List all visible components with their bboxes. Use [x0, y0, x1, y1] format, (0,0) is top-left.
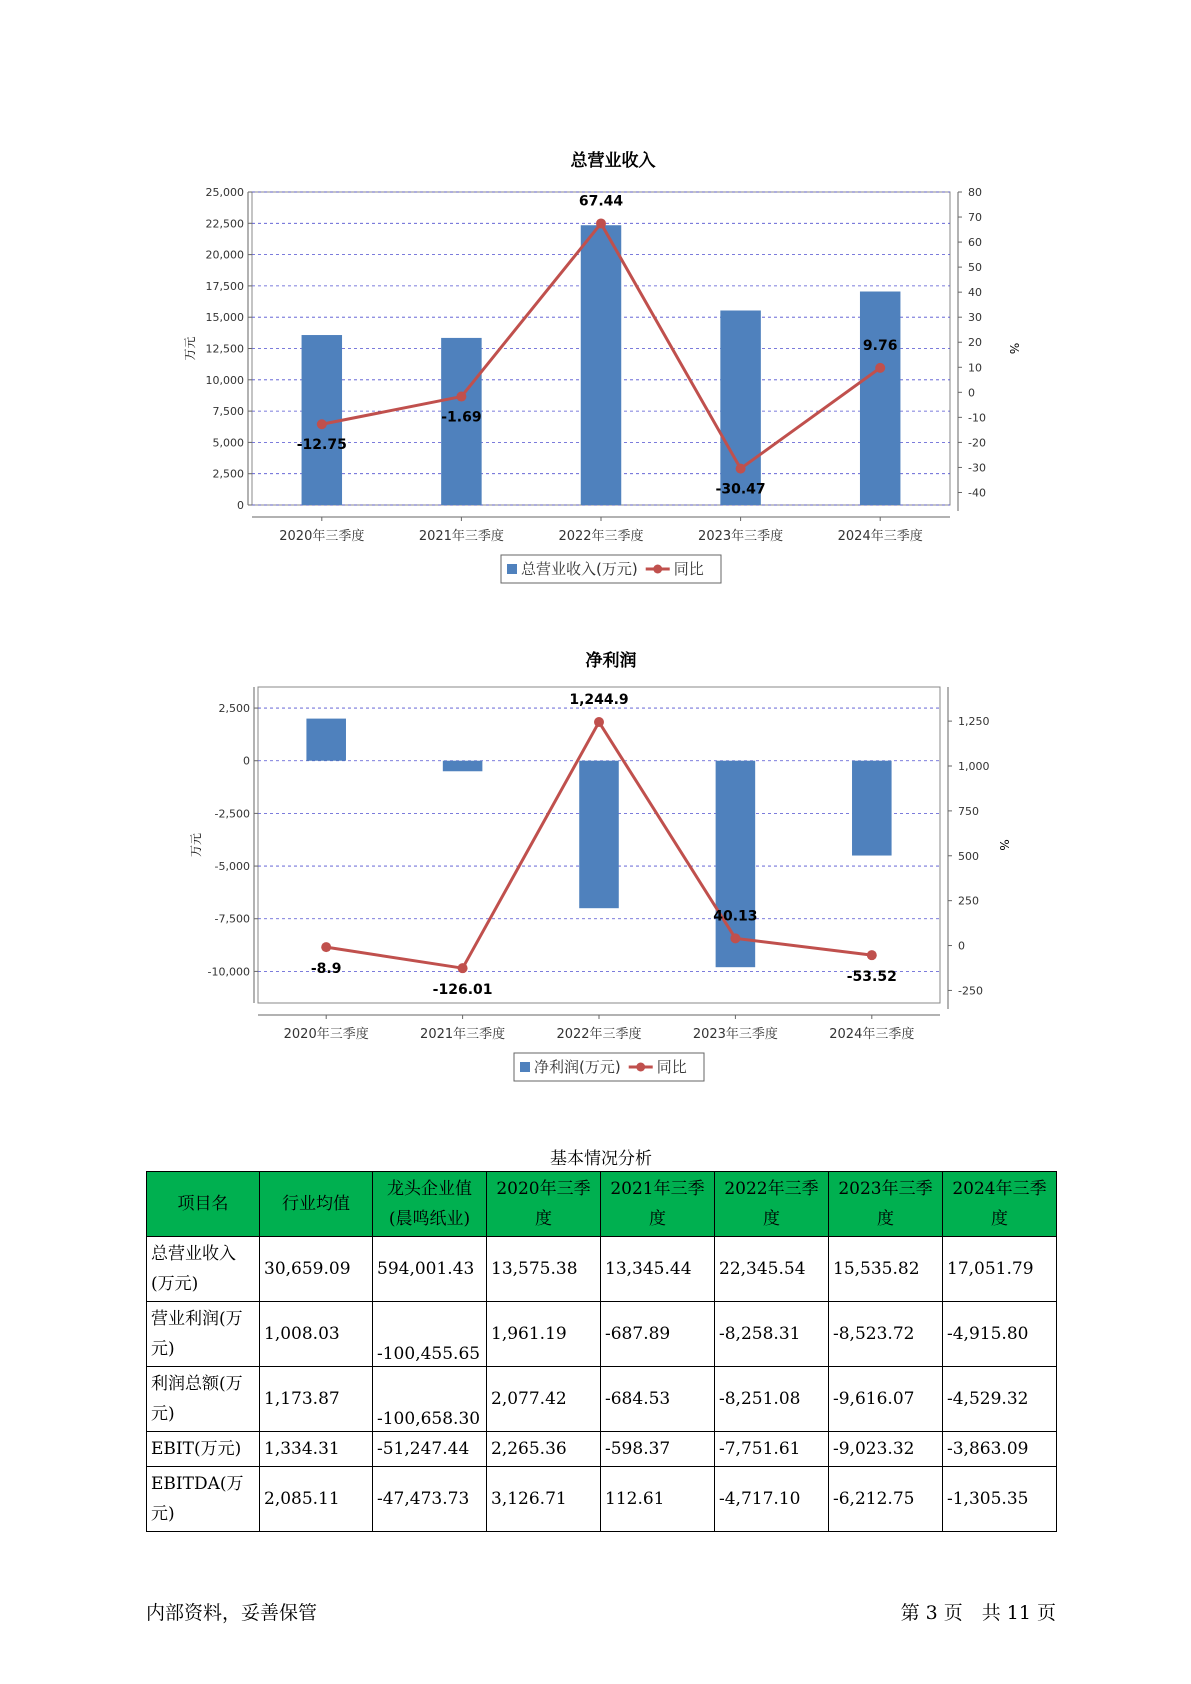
y2-axis-label: %: [997, 839, 1011, 851]
table-cell: 3,126.71: [487, 1467, 601, 1532]
table-caption: 基本情况分析: [550, 1149, 652, 1169]
legend-line-marker: [653, 565, 662, 574]
table-cell: -8,258.31: [715, 1302, 829, 1367]
legend-bar-swatch: [507, 564, 517, 574]
table-cell: -4,915.80: [943, 1302, 1057, 1367]
y2-tick-label: -20: [968, 436, 986, 450]
x-tick-label: 2024年三季度: [837, 529, 923, 544]
data-label: -53.52: [846, 969, 897, 986]
bar: [581, 225, 621, 505]
x-tick-label: 2022年三季度: [558, 529, 644, 544]
y-tick-label: -2,500: [214, 807, 250, 821]
x-tick-label: 2022年三季度: [556, 1027, 642, 1042]
chart-title: 总营业收入: [570, 151, 656, 171]
table-cell: -7,751.61: [715, 1432, 829, 1467]
table-cell: -4,529.32: [943, 1367, 1057, 1432]
table-cell: 1,173.87: [260, 1367, 373, 1432]
y-tick-label: 15,000: [205, 311, 244, 325]
header-cell: 2022年三季度: [715, 1172, 829, 1237]
x-tick-label: 2023年三季度: [698, 529, 784, 544]
data-label: 9.76: [862, 337, 898, 354]
table-cell: -1,305.35: [943, 1467, 1057, 1532]
y-tick-label: 25,000: [205, 186, 244, 199]
y2-tick-label: 20: [968, 336, 982, 350]
yoy-point: [596, 218, 606, 228]
revenue-chart: [0, 140, 1191, 600]
legend-line-marker: [636, 1063, 645, 1072]
table-cell: -684.53: [601, 1367, 715, 1432]
table-cell: -9,023.32: [829, 1432, 943, 1467]
x-tick-label: 2020年三季度: [279, 529, 365, 544]
table-header-row: [147, 1172, 1057, 1237]
chart-title: 净利润: [585, 651, 637, 671]
y-tick-label: -10,000: [207, 965, 250, 979]
y2-tick-label: 0: [968, 386, 975, 400]
table-cell: 1,961.19: [487, 1302, 601, 1367]
data-label: -8.9: [310, 961, 342, 978]
table-cell: -100,658.30: [373, 1367, 487, 1432]
x-tick-label: 2021年三季度: [420, 1027, 506, 1042]
table-cell: -8,251.08: [715, 1367, 829, 1432]
y2-tick-label: -10: [968, 411, 986, 425]
table-cell: -47,473.73: [373, 1467, 487, 1532]
y2-tick-label: 50: [968, 261, 982, 275]
y-tick-label: 2,500: [212, 467, 244, 481]
table-cell: 17,051.79: [943, 1237, 1057, 1302]
table-cell: 22,345.54: [715, 1237, 829, 1302]
bar: [579, 761, 619, 908]
row-name: 利润总额(万元): [147, 1367, 260, 1432]
y2-tick-label: -250: [958, 984, 983, 998]
table-row: [147, 1237, 1057, 1302]
data-label: 67.44: [578, 193, 624, 210]
data-label: -1.69: [441, 409, 482, 426]
data-label: -30.47: [715, 481, 766, 498]
table-cell: 13,345.44: [601, 1237, 715, 1302]
y-tick-label: 10,000: [205, 373, 244, 387]
y2-tick-label: 250: [958, 894, 979, 908]
data-label: -126.01: [432, 982, 493, 999]
table-cell: -3,863.09: [943, 1432, 1057, 1467]
yoy-point: [736, 464, 746, 474]
table-row: [147, 1467, 1057, 1532]
y-tick-label: 12,500: [205, 342, 244, 356]
footer-page-number: 第 3 页 共 11 页: [900, 1602, 1056, 1624]
table-cell: -9,616.07: [829, 1367, 943, 1432]
y2-tick-label: 30: [968, 311, 982, 325]
x-tick-label: 2024年三季度: [829, 1027, 915, 1042]
bar: [860, 292, 900, 505]
legend-bar-label: 总营业收入(万元): [521, 560, 638, 578]
data-label: 40.13: [713, 908, 758, 925]
y-axis-label: 万元: [189, 832, 203, 858]
y-tick-label: 17,500: [205, 279, 244, 293]
table-cell: 2,085.11: [260, 1467, 373, 1532]
bar: [306, 719, 346, 761]
y-axis-label: 万元: [183, 336, 197, 361]
table-cell: -8,523.72: [829, 1302, 943, 1367]
yoy-point: [875, 363, 885, 373]
row-name: 营业利润(万元): [147, 1302, 260, 1367]
yoy-point: [458, 963, 468, 973]
footer-confidential: 内部资料，妥善保管: [146, 1602, 318, 1624]
table-row: [147, 1367, 1057, 1432]
table-cell: -598.37: [601, 1432, 715, 1467]
y-tick-label: 20,000: [205, 248, 244, 262]
y-tick-label: -5,000: [214, 860, 250, 874]
y-tick-label: 0: [243, 754, 250, 768]
table-cell: 112.61: [601, 1467, 715, 1532]
basic-analysis-table: [146, 1171, 1057, 1532]
header-cell: 项目名: [147, 1172, 260, 1237]
legend-bar-label: 净利润(万元): [534, 1058, 621, 1076]
y2-tick-label: -40: [968, 486, 986, 500]
header-cell: 龙头企业值(晨鸣纸业): [373, 1172, 487, 1237]
bar: [443, 761, 483, 772]
y-tick-label: 0: [237, 499, 244, 512]
header-cell: 2020年三季度: [487, 1172, 601, 1237]
data-label: -12.75: [296, 437, 347, 454]
table-cell: -100,455.65: [373, 1302, 487, 1367]
table-cell: -687.89: [601, 1302, 715, 1367]
y2-tick-label: 40: [968, 286, 982, 300]
header-cell: 2023年三季度: [829, 1172, 943, 1237]
yoy-point: [317, 419, 327, 429]
data-label: 1,244.9: [569, 692, 629, 709]
table-cell: 2,265.36: [487, 1432, 601, 1467]
table-cell: -51,247.44: [373, 1432, 487, 1467]
yoy-point: [321, 942, 331, 952]
y-tick-label: -7,500: [214, 912, 250, 926]
y-tick-label: 7,500: [212, 405, 244, 419]
y2-tick-label: 60: [968, 236, 982, 250]
table-cell: 1,008.03: [260, 1302, 373, 1367]
legend-line-label: 同比: [656, 1058, 687, 1076]
yoy-point: [867, 950, 877, 960]
table-cell: 13,575.38: [487, 1237, 601, 1302]
x-tick-label: 2020年三季度: [283, 1027, 369, 1042]
y2-axis-label: %: [1007, 342, 1021, 355]
legend-bar-swatch: [520, 1062, 530, 1072]
bar: [852, 761, 892, 856]
y2-tick-label: 750: [958, 804, 979, 818]
net-profit-chart-svg: [0, 640, 1191, 1100]
table-cell: 594,001.43: [373, 1237, 487, 1302]
y2-tick-label: 1,000: [958, 760, 990, 773]
row-name: 总营业收入(万元): [147, 1237, 260, 1302]
bar: [720, 310, 760, 505]
y2-tick-label: 500: [958, 849, 979, 863]
row-name: EBIT(万元): [147, 1432, 260, 1467]
table-cell: 30,659.09: [260, 1237, 373, 1302]
y2-tick-label: 70: [968, 211, 982, 225]
y2-tick-label: 1,250: [958, 715, 990, 729]
y-tick-label: 2,500: [218, 702, 250, 716]
yoy-point: [456, 392, 466, 402]
net-profit-chart: [0, 640, 1191, 1100]
x-tick-label: 2023年三季度: [692, 1027, 778, 1042]
y2-tick-label: 0: [958, 939, 965, 953]
y2-tick-label: 10: [968, 361, 982, 375]
table-cell: -4,717.10: [715, 1467, 829, 1532]
header-cell: 行业均值: [260, 1172, 373, 1237]
table-cell: 2,077.42: [487, 1367, 601, 1432]
y2-tick-label: 80: [968, 186, 982, 199]
table-cell: -6,212.75: [829, 1467, 943, 1532]
y2-tick-label: -30: [968, 461, 986, 475]
y-tick-label: 5,000: [212, 436, 244, 450]
header-cell: 2024年三季度: [943, 1172, 1057, 1237]
table-row: [147, 1432, 1057, 1467]
legend-line-label: 同比: [673, 560, 704, 578]
header-cell: 2021年三季度: [601, 1172, 715, 1237]
table-cell: 15,535.82: [829, 1237, 943, 1302]
row-name: EBITDA(万元): [147, 1467, 260, 1532]
revenue-chart-svg: [0, 140, 1191, 600]
y-tick-label: 22,500: [205, 217, 244, 231]
yoy-point: [594, 717, 604, 727]
yoy-point: [730, 933, 740, 943]
table-row: [147, 1302, 1057, 1367]
x-tick-label: 2021年三季度: [418, 529, 504, 544]
table-cell: 1,334.31: [260, 1432, 373, 1467]
